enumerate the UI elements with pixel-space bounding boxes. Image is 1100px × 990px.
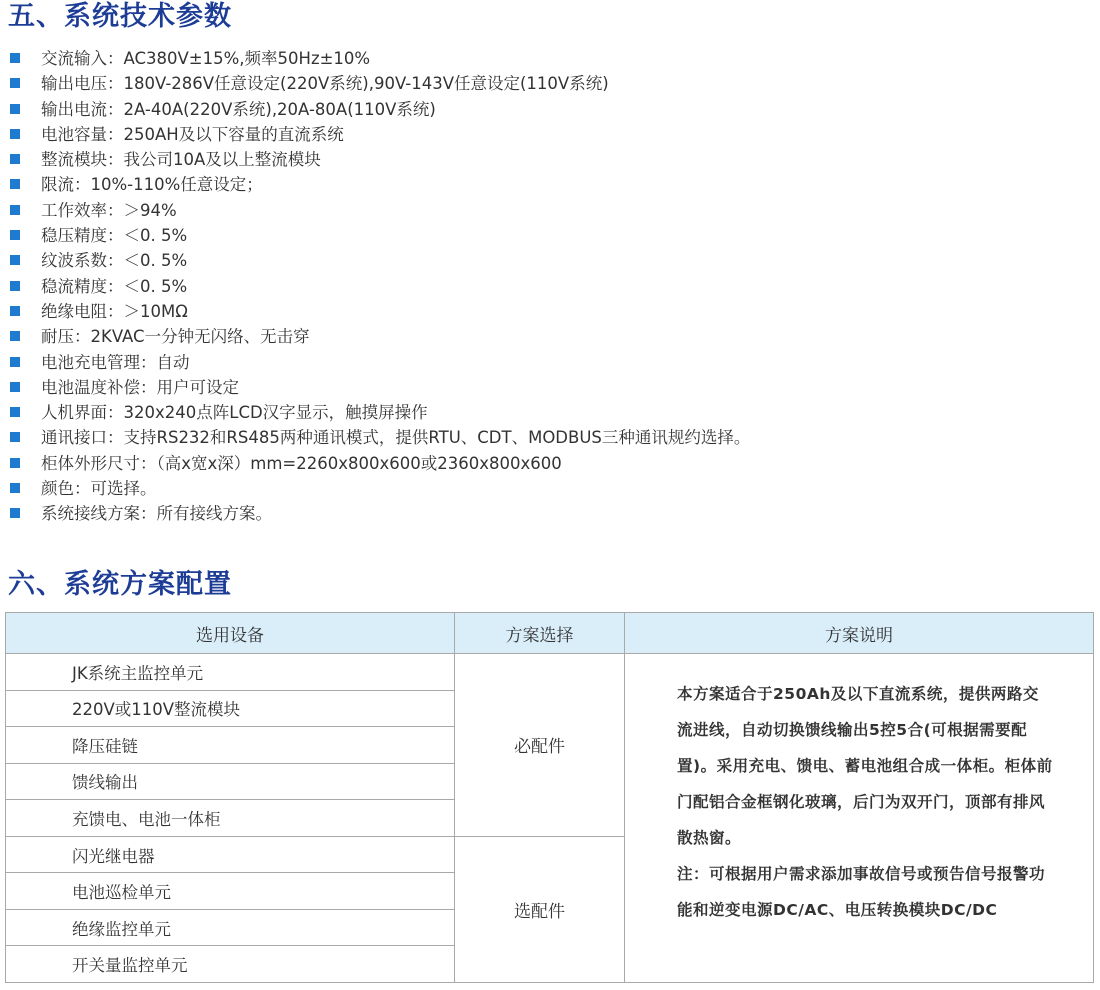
- spec-list-item: [0, 274, 750, 299]
- spec-list-item: [0, 324, 750, 349]
- section-title-config: 六、系统方案配置: [8, 569, 232, 600]
- spec-list-item: [0, 501, 750, 526]
- square-bullet-icon: [10, 306, 20, 316]
- spec-text: 稳流精度：＜0. 5%: [41, 276, 188, 296]
- device-cell: 充馈电、电池一体柜: [6, 800, 455, 837]
- spec-text: 电池容量：250AH及以下容量的直流系统: [41, 124, 344, 144]
- device-cell: 闪光继电器: [6, 836, 455, 873]
- spec-text: 颜色：可选择。: [41, 479, 157, 499]
- spec-text: 稳压精度：＜0. 5%: [41, 226, 188, 246]
- spec-list-item: [0, 172, 750, 197]
- spec-text: 人机界面：320x240点阵LCD汉字显示，触摸屏操作: [41, 403, 428, 423]
- table-header-row: [6, 613, 1094, 654]
- spec-text: 交流输入：AC380V±15%,频率50Hz±10%: [41, 49, 371, 68]
- square-bullet-icon: [10, 205, 20, 215]
- spec-text: 工作效率：＞94%: [41, 200, 177, 220]
- config-table: [5, 612, 1094, 983]
- square-bullet-icon: [10, 407, 20, 417]
- device-cell: 220V或110V整流模块: [6, 690, 455, 727]
- section-title-tech-params: 五、系统技术参数: [8, 1, 232, 32]
- device-cell: 馈线输出: [6, 763, 455, 800]
- header-description: 方案说明: [625, 613, 1094, 654]
- spec-list-item: [0, 476, 750, 501]
- spec-list-item: [0, 46, 750, 71]
- spec-list-item: [0, 299, 750, 324]
- spec-text: 绝缘电阻：＞10MΩ: [41, 301, 188, 321]
- spec-text: 电池温度补偿：用户可设定: [41, 377, 239, 397]
- spec-list-item: [0, 400, 750, 425]
- square-bullet-icon: [10, 53, 20, 63]
- device-cell: 电池巡检单元: [6, 873, 455, 910]
- square-bullet-icon: [10, 432, 20, 442]
- square-bullet-icon: [10, 382, 20, 392]
- spec-list-item: [0, 375, 750, 400]
- spec-text: 输出电压：180V-286V任意设定(220V系统),90V-143V任意设定(110V系统): [41, 74, 609, 94]
- square-bullet-icon: [10, 255, 20, 265]
- header-device: 选用设备: [6, 613, 455, 654]
- optional-option-cell: 选配件: [455, 836, 625, 982]
- square-bullet-icon: [10, 104, 20, 114]
- spec-text: 系统接线方案：所有接线方案。: [41, 504, 272, 524]
- square-bullet-icon: [10, 483, 20, 493]
- description-text: 本方案适合于250Ah及以下直流系统，提供两路交流进线，自动切换馈线输出5控5合(可根据需要配置)。采用充电、馈电、蓄电池组合成一体柜。柜体前门配铝合金框钢化玻璃，后门为双开门，顶部有排风散热窗。: [677, 685, 1053, 847]
- spec-list-item: [0, 198, 750, 223]
- spec-text: 输出电流：2A-40A(220V系统),20A-80A(110V系统): [41, 99, 436, 119]
- tech-params-list: [0, 46, 750, 527]
- square-bullet-icon: [10, 331, 20, 341]
- required-option-cell: 必配件: [455, 654, 625, 837]
- spec-list-item: [0, 350, 750, 375]
- spec-list-item: [0, 71, 750, 96]
- square-bullet-icon: [10, 508, 20, 518]
- spec-list-item: [0, 97, 750, 122]
- spec-list-item: [0, 425, 750, 450]
- spec-text: 限流：10%-110%任意设定；: [41, 175, 263, 195]
- spec-list-item: [0, 451, 750, 476]
- description-note: 注：可根据用户需求添加事故信号或预告信号报警功能和逆变电源DC/AC、电压转换模块DC/DC: [677, 865, 1046, 919]
- header-option: 方案选择: [455, 613, 625, 654]
- square-bullet-icon: [10, 129, 20, 139]
- spec-text: 电池充电管理：自动: [41, 352, 190, 372]
- device-cell: 降压硅链: [6, 727, 455, 764]
- device-cell: JK系统主监控单元: [6, 654, 455, 691]
- spec-list-item: [0, 147, 750, 172]
- square-bullet-icon: [10, 458, 20, 468]
- square-bullet-icon: [10, 78, 20, 88]
- spec-text: 耐压：2KVAC一分钟无闪络、无击穿: [41, 327, 310, 347]
- square-bullet-icon: [10, 230, 20, 240]
- spec-list-item: [0, 248, 750, 273]
- spec-text: 柜体外形尺寸：（高x宽x深）mm=2260x800x600或2360x800x600: [41, 453, 562, 473]
- spec-text: 通讯接口：支持RS232和RS485两种通讯模式，提供RTU、CDT、MODBUS三种通讯规约选择。: [41, 428, 751, 448]
- device-cell: 开关量监控单元: [6, 946, 455, 983]
- square-bullet-icon: [10, 154, 20, 164]
- spec-list-item: [0, 122, 750, 147]
- table-row: [6, 654, 1094, 691]
- spec-text: 纹波系数：＜0. 5%: [41, 251, 188, 271]
- square-bullet-icon: [10, 357, 20, 367]
- square-bullet-icon: [10, 281, 20, 291]
- spec-list-item: [0, 223, 750, 248]
- square-bullet-icon: [10, 179, 20, 189]
- device-cell: 绝缘监控单元: [6, 909, 455, 946]
- spec-text: 整流模块：我公司10A及以上整流模块: [41, 150, 321, 170]
- description-cell: [625, 654, 1094, 983]
